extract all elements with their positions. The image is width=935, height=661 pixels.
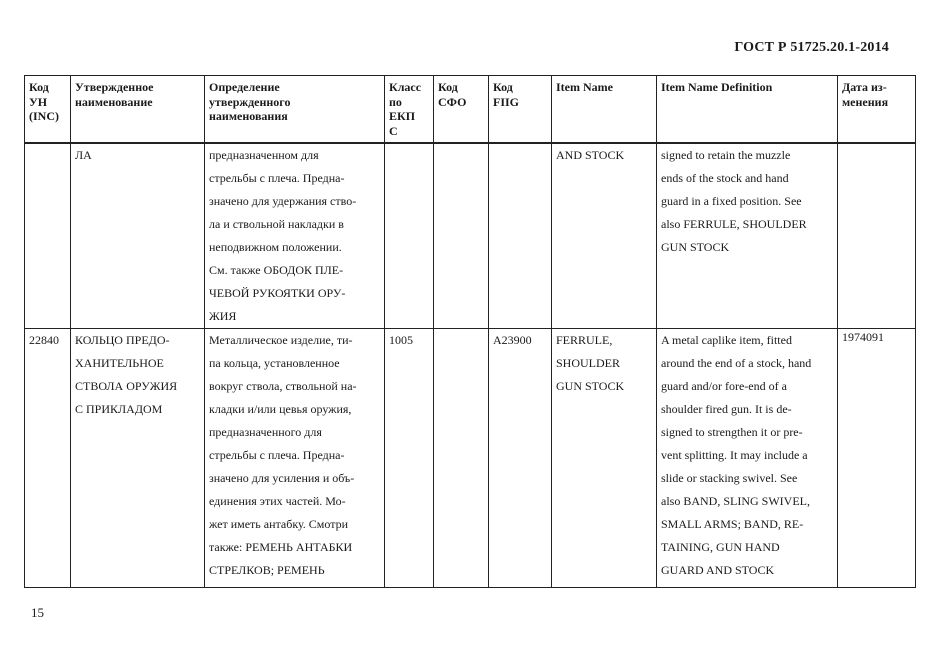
table-row — [25, 329, 916, 588]
cell-approved-name: КОЛЬЦО ПРЕДО- ХАНИТЕЛЬНОЕ СТВОЛА ОРУЖИЯ С ПРИКЛАДОМ — [71, 329, 205, 588]
cell-sfo — [434, 143, 489, 329]
table-row — [25, 143, 916, 329]
header-fiig: Код FIIG — [489, 76, 552, 144]
cell-sfo — [434, 329, 489, 588]
nomenclature-table — [24, 75, 916, 588]
cell-fiig — [489, 143, 552, 329]
cell-class: 1005 — [385, 329, 434, 588]
header-approved-name: Утвержденное наименование — [71, 76, 205, 144]
cell-code-un: 22840 — [25, 329, 71, 588]
header-item-name: Item Name — [552, 76, 657, 144]
standard-number: ГОСТ Р 51725.20.1-2014 — [734, 40, 889, 55]
cell-approved-name: ЛА — [71, 143, 205, 329]
header-change-date: Дата из- менения — [838, 76, 916, 144]
cell-fiig: A23900 — [489, 329, 552, 588]
header-item-name-definition: Item Name Definition — [657, 76, 838, 144]
cell-item-name: FERRULE, SHOULDER GUN STOCK — [552, 329, 657, 588]
cell-item-name-definition: signed to retain the muzzle ends of the stock and hand guard in a fixed position. See also FERRULE, SHOULDER GUN STOCK — [657, 143, 838, 329]
cell-item-name-definition: A metal caplike item, fitted around the end of a stock, hand guard and/or fore-end of a shoulder fired gun. It is de- signed to strengthen it or pre- vent splitting. It may include a slide or stacking swivel. See also BAND, SLING SWIVEL, SMALL ARMS; BAND, RE- TAINING, GUN HAND GUARD AND STOCK — [657, 329, 838, 588]
cell-code-un — [25, 143, 71, 329]
header-class: Класс по ЕКП С — [385, 76, 434, 144]
header-definition: Определение утвержденного наименования — [205, 76, 385, 144]
page-number: 15 — [31, 605, 44, 620]
header-sfo: Код СФО — [434, 76, 489, 144]
cell-item-name: AND STOCK — [552, 143, 657, 329]
cell-change-date — [838, 143, 916, 329]
cell-definition: предназначенном для стрельбы с плеча. Предна- значено для удержания ство- ла и ствольной накладки в неподвижном положении. См. также ОБОДОК ПЛЕ- ЧЕВОЙ РУКОЯТКИ ОРУ- ЖИЯ — [205, 143, 385, 329]
cell-change-date: 1974091 — [838, 329, 916, 588]
cell-definition: Металлическое изделие, ти- па кольца, установленное вокруг ствола, ствольной на- кладки и/или цевья оружия, предназначенного для стрельбы с плеча. Предна- значено для усиления и объ- единения этих частей. Мо- жет иметь антабку. Смотри также: РЕМЕНЬ АНТАБКИ СТРЕЛКОВ; РЕМЕНЬ — [205, 329, 385, 588]
header-code-un: Код УН (INC) — [25, 76, 71, 144]
cell-class — [385, 143, 434, 329]
table-header-row — [25, 76, 916, 144]
